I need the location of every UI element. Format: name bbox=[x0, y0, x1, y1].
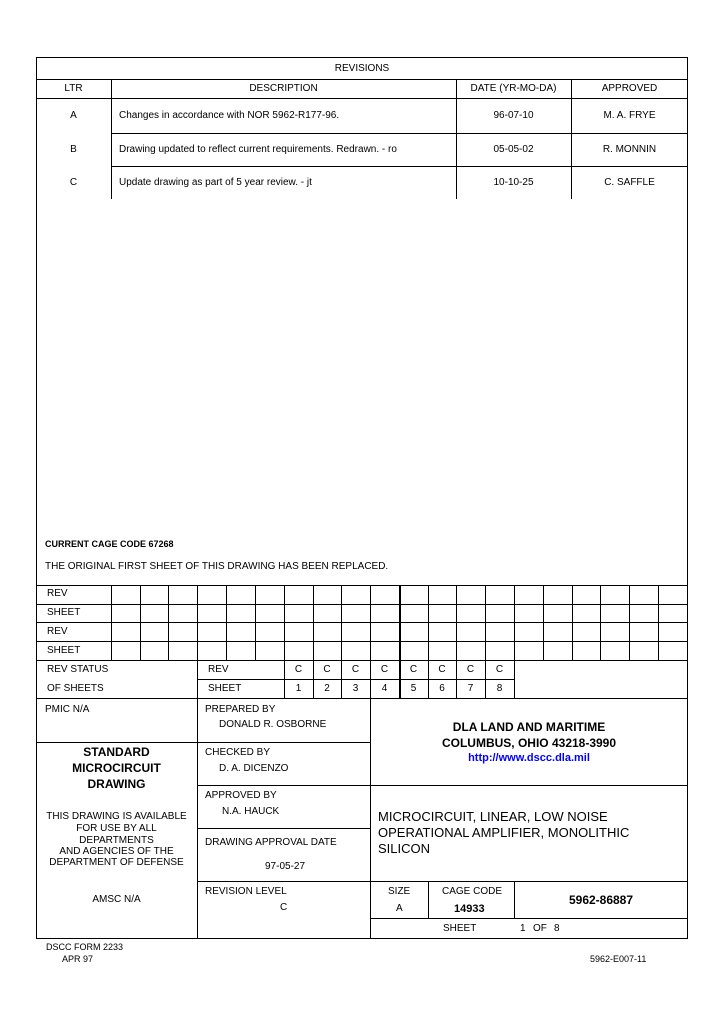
sheet-number-cell: 7 bbox=[467, 683, 474, 694]
rev-status-value: C bbox=[495, 664, 504, 675]
rule bbox=[341, 585, 342, 698]
rule bbox=[313, 585, 314, 698]
prepared-by: DONALD R. OSBORNE bbox=[219, 719, 327, 730]
rule bbox=[658, 585, 659, 660]
rule bbox=[629, 585, 630, 660]
rule bbox=[36, 604, 688, 605]
rev-status-value: C bbox=[294, 664, 303, 675]
drawing-title: MICROCIRCUIT, LINEAR, LOW NOISE bbox=[378, 809, 608, 824]
sheet-number-cell: 6 bbox=[439, 683, 445, 694]
footer-code: 5962-E007-11 bbox=[590, 954, 647, 964]
availability-note: DEPARTMENT OF DEFENSE bbox=[49, 857, 184, 868]
sheet-total: 8 bbox=[554, 923, 560, 934]
pmic: PMIC N/A bbox=[45, 704, 90, 715]
status-rev-label: REV bbox=[208, 664, 229, 675]
availability-note: FOR USE BY ALL bbox=[76, 823, 157, 834]
sheet-number: 1 bbox=[520, 923, 526, 934]
approval-date-label: DRAWING APPROVAL DATE bbox=[205, 837, 337, 848]
rev-status-value: C bbox=[466, 664, 475, 675]
rule bbox=[370, 785, 688, 786]
drawing-label: DRAWING bbox=[87, 777, 146, 791]
grid-label-rev: REV bbox=[47, 626, 68, 637]
rev-status-value: C bbox=[409, 664, 418, 675]
drawing-number: 5962-86887 bbox=[568, 893, 634, 907]
form-number: DSCC FORM 2233 bbox=[46, 942, 124, 952]
sheet-number-cell: 3 bbox=[352, 683, 359, 694]
rule bbox=[36, 641, 688, 642]
revision-approved: R. MONNIN bbox=[602, 144, 657, 155]
sheet-label: SHEET bbox=[443, 923, 477, 934]
date-header: DATE (YR-MO-DA) bbox=[470, 83, 557, 94]
rule bbox=[284, 585, 285, 698]
revision-level-label: REVISION LEVEL bbox=[205, 886, 287, 897]
revision-date: 10-10-25 bbox=[493, 177, 534, 188]
rule bbox=[197, 742, 370, 743]
rule bbox=[36, 98, 688, 99]
size-label: SIZE bbox=[388, 886, 411, 897]
availability-note: AND AGENCIES OF THE bbox=[59, 846, 174, 857]
current-cage-code: CURRENT CAGE CODE 67268 bbox=[45, 539, 174, 549]
rule bbox=[428, 881, 429, 918]
rule bbox=[36, 742, 197, 743]
checked-by-label: CHECKED BY bbox=[205, 747, 271, 758]
rev-status-value: C bbox=[380, 664, 389, 675]
drawing-title: OPERATIONAL AMPLIFIER, MONOLITHIC bbox=[378, 825, 630, 840]
revision-description: Changes in accordance with NOR 5962-R177-96. bbox=[119, 110, 340, 121]
drawing-frame bbox=[36, 57, 688, 939]
rule bbox=[197, 881, 688, 882]
revision-approved: C. SAFFLE bbox=[604, 177, 655, 188]
grid-label-sheet: SHEET bbox=[47, 645, 81, 656]
rule bbox=[111, 133, 688, 134]
of-sheets-label: OF SHEETS bbox=[47, 683, 104, 694]
sheet-number-cell: 1 bbox=[295, 683, 302, 694]
rule bbox=[399, 585, 401, 698]
rule bbox=[111, 79, 112, 199]
rule bbox=[514, 585, 515, 698]
sheet-of: OF bbox=[533, 923, 547, 934]
replaced-note: THE ORIGINAL FIRST SHEET OF THIS DRAWING HAS BEEN REPLACED. bbox=[45, 561, 389, 572]
grid-label-rev: REV bbox=[47, 588, 68, 599]
rule bbox=[197, 828, 370, 829]
approved-header: APPROVED bbox=[601, 83, 658, 94]
revision-ltr: A bbox=[70, 110, 77, 121]
rule bbox=[36, 79, 688, 80]
rule bbox=[197, 679, 514, 680]
form-date: APR 97 bbox=[62, 954, 94, 964]
revision-ltr: C bbox=[69, 177, 78, 188]
revision-description: Update drawing as part of 5 year review. - jt bbox=[119, 177, 312, 188]
rule bbox=[36, 622, 688, 623]
standard-label: STANDARD bbox=[83, 745, 150, 759]
org-name: DLA LAND AND MARITIME bbox=[452, 720, 606, 734]
sheet-number-cell: 5 bbox=[410, 683, 417, 694]
prepared-by-label: PREPARED BY bbox=[205, 704, 276, 715]
rule bbox=[370, 585, 371, 698]
rule bbox=[226, 585, 227, 660]
revisions-title: REVISIONS bbox=[334, 63, 390, 74]
rule bbox=[36, 660, 688, 661]
rule bbox=[485, 585, 486, 698]
org-url-link[interactable]: http://www.dscc.dla.mil bbox=[468, 752, 590, 764]
approved-by: N.A. HAUCK bbox=[222, 806, 280, 817]
grid-label-sheet: SHEET bbox=[47, 607, 81, 618]
org-address: COLUMBUS, OHIO 43218-3990 bbox=[441, 736, 617, 750]
rule bbox=[255, 585, 256, 660]
rule bbox=[572, 585, 573, 660]
rule bbox=[428, 585, 429, 698]
size-value: A bbox=[396, 903, 403, 914]
rule bbox=[140, 585, 141, 660]
rule bbox=[168, 585, 169, 660]
amsc: AMSC N/A bbox=[92, 894, 141, 905]
approval-date: 97-05-27 bbox=[265, 861, 306, 872]
rule bbox=[36, 585, 688, 586]
revision-date: 05-05-02 bbox=[493, 144, 534, 155]
rule bbox=[197, 585, 198, 698]
sheet-number-cell: 4 bbox=[381, 683, 388, 694]
sheet-number-cell: 8 bbox=[496, 683, 503, 694]
rule bbox=[111, 166, 688, 167]
rev-status-value: C bbox=[351, 664, 360, 675]
revision-approved: M. A. FRYE bbox=[603, 110, 656, 121]
ltr-header: LTR bbox=[64, 83, 83, 94]
rev-status-label: REV STATUS bbox=[47, 664, 109, 675]
drawing-title: SILICON bbox=[378, 841, 431, 856]
approved-by-label: APPROVED BY bbox=[205, 790, 277, 801]
sheet-number-cell: 2 bbox=[324, 683, 330, 694]
cage-code-value: 14933 bbox=[454, 903, 485, 915]
rule bbox=[456, 585, 457, 698]
rule bbox=[543, 585, 544, 660]
rule bbox=[36, 698, 688, 699]
rule bbox=[111, 585, 112, 660]
revision-description: Drawing updated to reflect current requirements. Redrawn. - ro bbox=[119, 144, 397, 155]
cage-code-label: CAGE CODE bbox=[442, 886, 503, 897]
availability-note: DEPARTMENTS bbox=[79, 835, 154, 846]
rule bbox=[197, 698, 198, 939]
revision-ltr: B bbox=[70, 144, 77, 155]
microcircuit-label: MICROCIRCUIT bbox=[72, 761, 161, 775]
status-sheet-label: SHEET bbox=[208, 683, 242, 694]
rev-status-value: C bbox=[438, 664, 446, 675]
description-header: DESCRIPTION bbox=[249, 83, 318, 94]
rule bbox=[197, 785, 370, 786]
rev-status-value: C bbox=[323, 664, 331, 675]
checked-by: D. A. DICENZO bbox=[219, 763, 289, 774]
revision-date: 96-07-10 bbox=[493, 110, 534, 121]
availability-note: THIS DRAWING IS AVAILABLE bbox=[46, 811, 187, 822]
rule bbox=[370, 918, 688, 919]
rule bbox=[600, 585, 601, 660]
revision-level: C bbox=[280, 902, 288, 913]
